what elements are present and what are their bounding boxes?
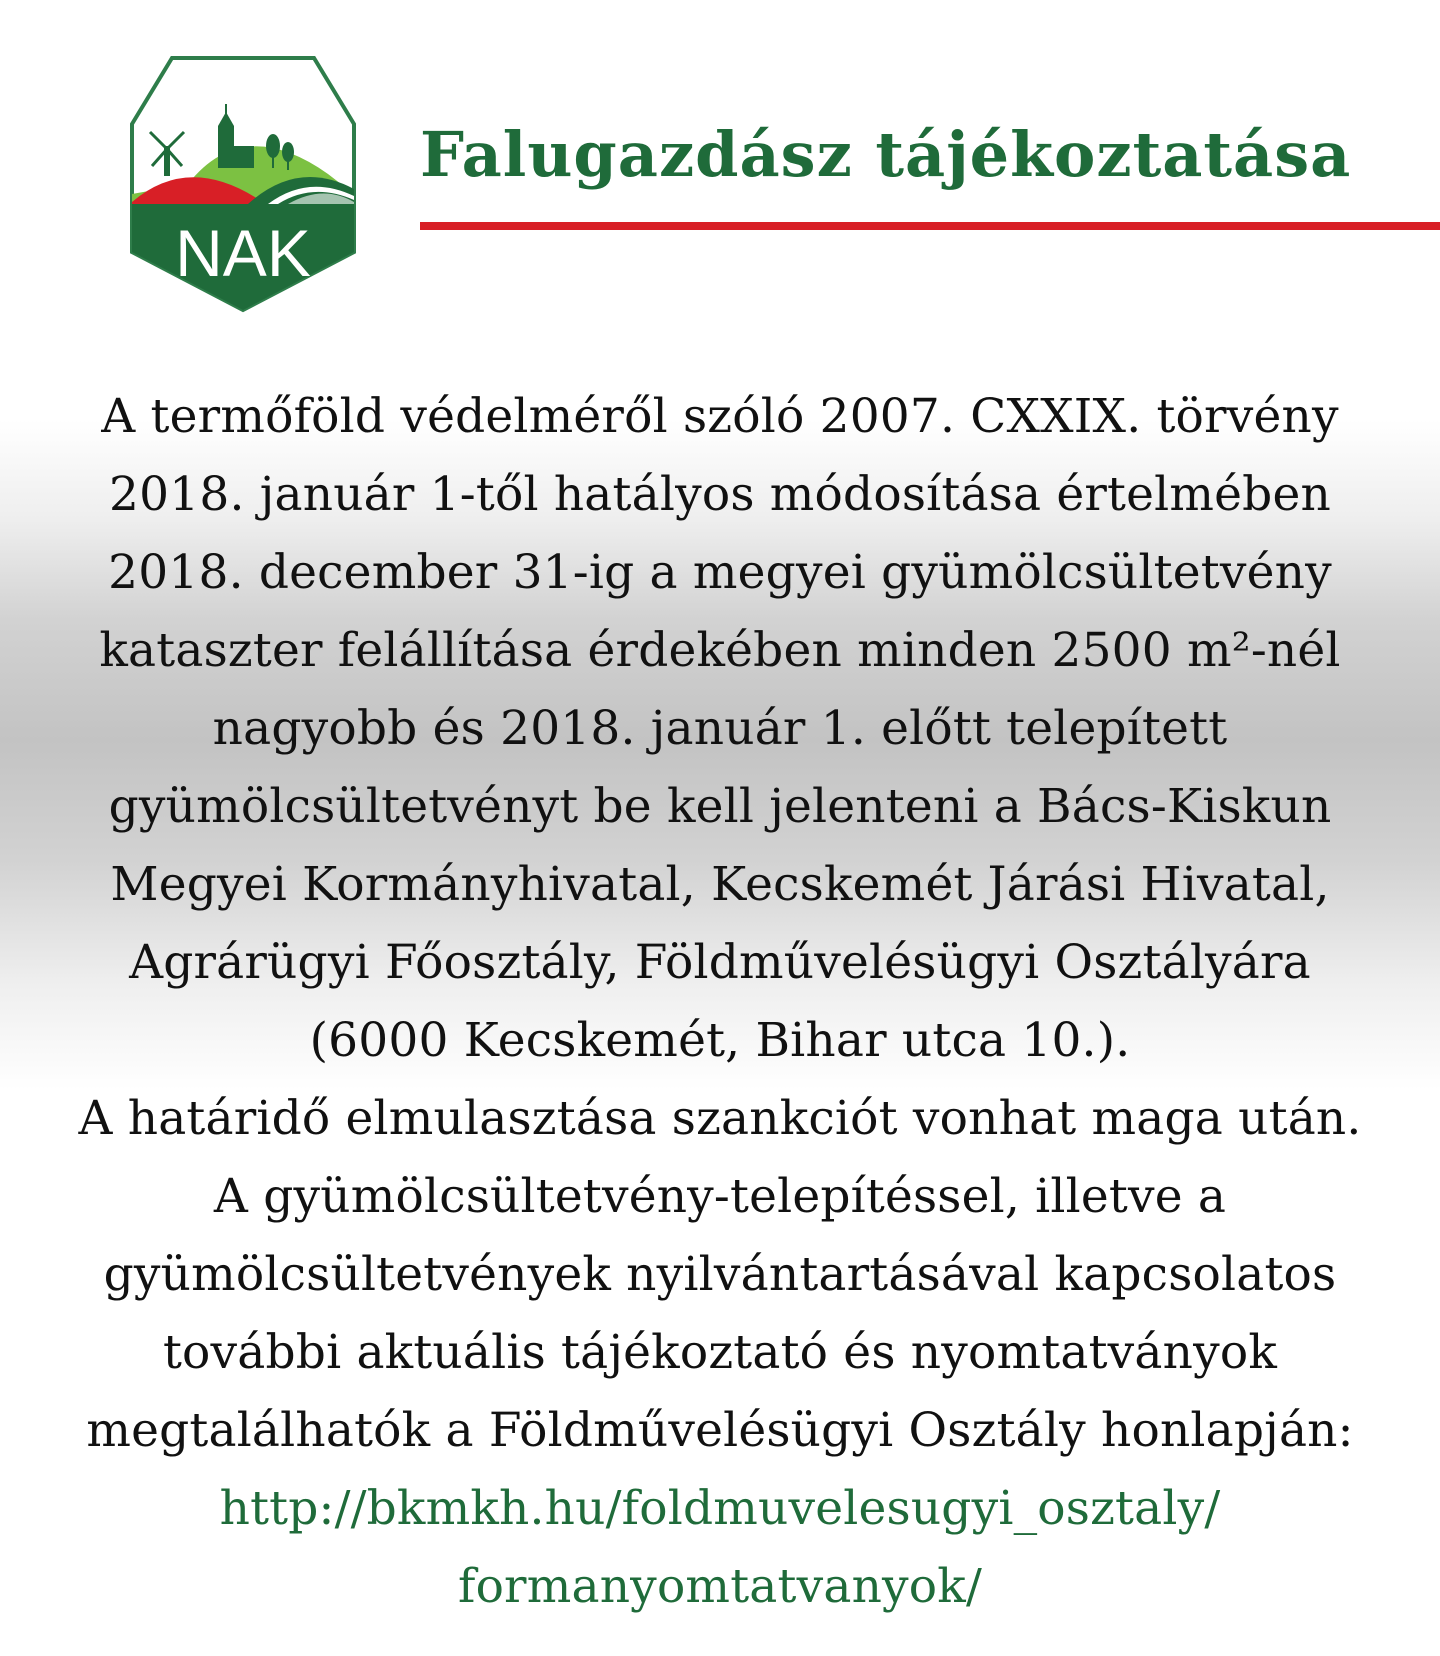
website-link[interactable]: formanyomtatvanyok/ [457,1559,983,1614]
page-title: Falugazdász tájékoztatása [420,118,1352,191]
body-line: további aktuális tájékoztató és nyomtatványok [162,1325,1278,1380]
body-line: Megyei Kormányhivatal, Kecskemét Járási Hivatal, [110,857,1330,912]
logo-text: NAK [175,216,311,290]
body-line: 2018. január 1-től hatályos módosítása értelmében [109,467,1331,522]
body-line: kataszter felállítása érdekében minden 2500 m²-nél [99,623,1341,678]
body-line: A gyümölcsültetvény-telepítéssel, illetve a [213,1169,1227,1224]
body-line: A termőföld védelméről szóló 2007. CXXIX. törvény [101,389,1339,444]
website-link[interactable]: http://bkmkh.hu/foldmuvelesugyi_osztaly/ [219,1481,1221,1536]
body-line: Agrárügyi Főosztály, Földművelésügyi Osztályára [129,935,1311,990]
body-line: megtalálhatók a Földművelésügyi Osztály honlapján: [86,1403,1354,1458]
body-line: (6000 Kecskemét, Bihar utca 10.). [309,1013,1131,1068]
body-line: gyümölcsültetvényt be kell jelenteni a Bács-Kiskun [108,779,1332,834]
body-line: nagyobb és 2018. január 1. előtt telepített [212,701,1228,756]
body-line: 2018. december 31-ig a megyei gyümölcsültetvény [108,545,1332,600]
nak-logo [128,54,358,314]
title-underline [420,222,1440,230]
body-line: gyümölcsültetvények nyilvántartásával kapcsolatos [103,1247,1337,1302]
announcement-body [40,378,1400,1626]
body-line: A határidő elmulasztása szankciót vonhat maga után. [78,1091,1362,1146]
